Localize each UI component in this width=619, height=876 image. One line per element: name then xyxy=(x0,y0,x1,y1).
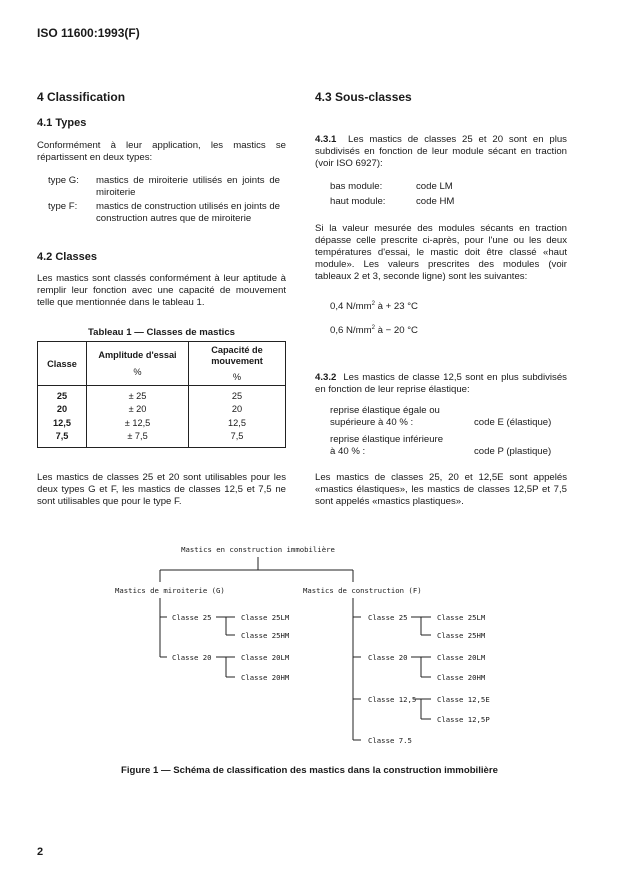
node-right-classe-25: Classe 25 xyxy=(368,613,408,622)
value-1-num: 0,4 N/mm xyxy=(330,301,372,312)
type-g-label: type G: xyxy=(48,175,79,186)
node-right-classe-7-5: Classe 7.5 xyxy=(368,736,412,745)
cell-capacite: 25 xyxy=(189,386,286,402)
module-high-label: haut module: xyxy=(330,196,386,207)
figure-1-diagram xyxy=(0,530,619,760)
cell-classe: 12,5 xyxy=(38,416,87,430)
figure-1-caption: Figure 1 — Schéma de classification des mastics dans la construction immobilière xyxy=(121,765,498,776)
table-row xyxy=(38,386,286,402)
node-left-20hm: Classe 20HM xyxy=(241,673,290,682)
node-right-20hm: Classe 20HM xyxy=(437,673,486,682)
section-4-heading: 4 Classification xyxy=(37,90,126,104)
para-4-3-2 xyxy=(315,372,567,396)
module-low-label: bas module: xyxy=(330,181,383,192)
cell-amplitude: ± 7,5 xyxy=(87,430,189,448)
after-table-text: Les mastics de classes 25 et 20 sont utilisables pour les deux types G et F, les mastics de classes 12,5 et 7,5 ne sont utilisables que pour le type F. xyxy=(37,472,286,507)
cell-classe: 7,5 xyxy=(38,430,87,448)
cell-classe: 20 xyxy=(38,402,87,416)
node-right-25lm: Classe 25LM xyxy=(437,613,486,622)
page-number: 2 xyxy=(37,846,44,858)
table-row xyxy=(38,430,286,448)
value-1-rest: à + 23 °C xyxy=(374,301,418,312)
col-header-classe: Classe xyxy=(38,342,87,386)
elastic-para: Les mastics de classes 25, 20 et 12,5E sont appelés «mastics élastiques», les mastics de classes 12,5P et 7,5 sont appelés «mastics plastiques». xyxy=(315,472,567,507)
classes-intro: Les mastics sont classés conformément à leur aptitude à remplir leur fonction avec une capacité de mouvement telle que mentionnée dans le tableau 1. xyxy=(37,273,286,308)
para-4-3-2-number: 4.3.2 xyxy=(315,372,337,383)
capacite-unit: % xyxy=(232,372,242,382)
col-header-amplitude xyxy=(87,342,189,386)
para-4-3-1-number: 4.3.1 xyxy=(315,134,337,145)
value-2-exp: 2 xyxy=(371,324,375,331)
type-f-label: type F: xyxy=(48,201,78,212)
node-left-title: Mastics de miroiterie (G) xyxy=(115,586,225,595)
cell-capacite: 12,5 xyxy=(189,416,286,430)
node-right-classe-20: Classe 20 xyxy=(368,653,408,662)
para-4-3-1-text: Les mastics de classes 25 et 20 sont en plus subdivisés en fonction de leur module sécant en traction (voir ISO 6927): xyxy=(315,134,567,169)
module-value-1 xyxy=(330,301,418,313)
node-right-title: Mastics de construction (F) xyxy=(303,586,422,595)
section-4-3-heading: 4.3 Sous-classes xyxy=(315,90,412,104)
cell-amplitude: ± 12,5 xyxy=(87,416,189,430)
module-high-code: code HM xyxy=(416,196,455,207)
elastic-item-2-code: code P (plastique) xyxy=(474,446,552,457)
elastic-item-2-line1: reprise élastique inférieure xyxy=(330,434,444,445)
node-left-classe-20: Classe 20 xyxy=(172,653,212,662)
para-4-3-1 xyxy=(315,134,567,170)
value-2-num: 0,6 N/mm xyxy=(330,325,372,336)
table-1-caption: Tableau 1 — Classes de mastics xyxy=(88,327,235,338)
amplitude-label: Amplitude d'essai xyxy=(98,350,177,360)
cell-classe: 25 xyxy=(38,386,87,402)
para-4-3-2-text: Les mastics de classe 12,5 sont en plus subdivisés en fonction de leur reprise élastique: xyxy=(315,372,567,395)
elastic-item-2-line2: à 40 % : xyxy=(330,446,366,457)
node-right-12-5p: Classe 12,5P xyxy=(437,715,490,724)
table-row xyxy=(38,402,286,416)
table-row xyxy=(38,416,286,430)
col-header-capacite xyxy=(189,342,286,386)
section-4-1-heading: 4.1 Types xyxy=(37,117,87,129)
capacite-label: Capacité de mouvement xyxy=(211,345,263,366)
table-1 xyxy=(37,341,286,448)
document-id: ISO 11600:1993(F) xyxy=(37,26,140,40)
module-low-code: code LM xyxy=(416,181,453,192)
node-right-25hm: Classe 25HM xyxy=(437,631,486,640)
node-left-25lm: Classe 25LM xyxy=(241,613,290,622)
module-para: Si la valeur mesurée des modules sécants en traction dépasse celle prescrite ci-après, pour l'une ou les deux températures d'essai, le mastic doit être classé «haut module». Les valeurs prescrites des modules (voir tableaux 2 et 3, seconde ligne) sont les suivantes: xyxy=(315,223,567,282)
type-f-text: mastics de construction utilisés en joints de construction autres que de miroiterie xyxy=(96,201,280,224)
type-g-text: mastics de miroiterie utilisés en joints de miroiterie xyxy=(96,175,280,198)
cell-capacite: 20 xyxy=(189,402,286,416)
node-root: Mastics en construction immobilière xyxy=(181,545,335,554)
amplitude-unit: % xyxy=(133,367,142,377)
types-intro: Conformément à leur application, les mastics se répartissent en deux types: xyxy=(37,140,286,163)
value-2-rest: à − 20 °C xyxy=(374,325,418,336)
node-right-classe-12-5: Classe 12,5 xyxy=(368,695,417,704)
cell-amplitude: ± 20 xyxy=(87,402,189,416)
elastic-item-1-code: code E (élastique) xyxy=(474,417,552,428)
cell-capacite: 7,5 xyxy=(189,430,286,448)
section-4-2-heading: 4.2 Classes xyxy=(37,251,97,263)
node-left-20lm: Classe 20LM xyxy=(241,653,290,662)
node-left-25hm: Classe 25HM xyxy=(241,631,290,640)
node-right-20lm: Classe 20LM xyxy=(437,653,486,662)
elastic-item-1-line1: reprise élastique égale ou xyxy=(330,405,440,416)
node-right-12-5e: Classe 12,5E xyxy=(437,695,490,704)
module-value-2 xyxy=(330,325,418,337)
elastic-item-1-line2: supérieure à 40 % : xyxy=(330,417,414,428)
cell-amplitude: ± 25 xyxy=(87,386,189,402)
node-left-classe-25: Classe 25 xyxy=(172,613,212,622)
value-1-exp: 2 xyxy=(371,300,375,307)
